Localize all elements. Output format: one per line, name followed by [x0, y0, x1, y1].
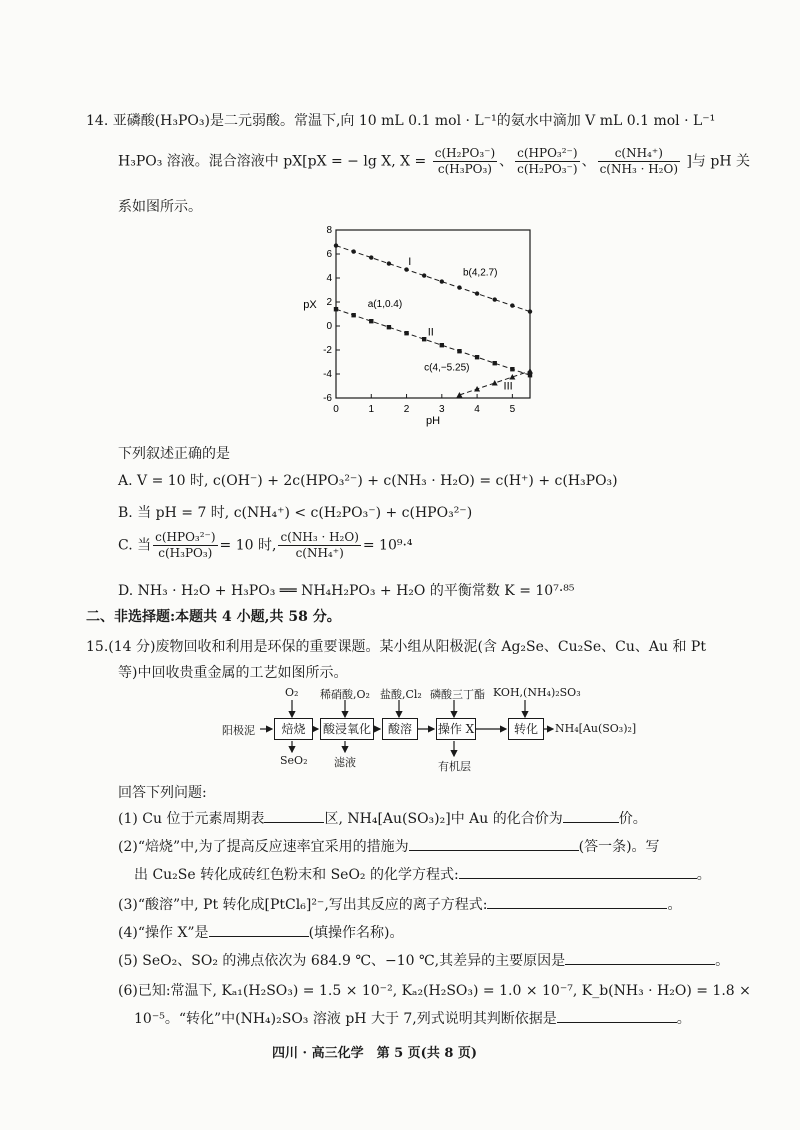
flow-input-1: O₂	[285, 686, 299, 699]
q15-sub-6-cont: 10⁻⁵。“转化”中(NH₄)₂SO₃ 溶液 pH 大于 7,列式说明其判断依据是 。	[134, 1008, 691, 1028]
x-tick-label: 1	[368, 404, 375, 415]
data-point	[528, 373, 532, 377]
q15-sub-6: (6)已知:常温下, Kₐ₁(H₂SO₃) = 1.5 × 10⁻², Kₐ₂(H₂SO₃) = 1.0 × 10⁻⁷, K_b(NH₃ · H₂O) = 1.8 ×	[118, 983, 751, 999]
data-point	[334, 307, 338, 311]
q14-option-b: B. 当 pH = 7 时, c(NH₄⁺) < c(H₂PO₃⁻) + c(HPO₃²⁻)	[118, 505, 473, 521]
flow-step-convert: 转化	[508, 718, 544, 740]
data-point	[493, 297, 497, 301]
data-point	[475, 355, 479, 359]
series-label-III: III	[503, 380, 513, 393]
q15-sub-5: (5) SeO₂、SO₂ 的沸点依次为 684.9 ℃、−10 ℃,其差异的主要原因是 。	[118, 950, 729, 970]
y-tick-label: 0	[326, 321, 332, 332]
answer-blank-4[interactable]	[209, 922, 309, 937]
answer-blank-1b[interactable]	[563, 808, 619, 823]
x-tick-label: 0	[333, 404, 339, 415]
q15-intro-1: 15.(14 分)废物回收和利用是环保的重要课题。某小组从阳极泥(含 Ag₂Se、Cu₂Se、Cu、Au 和 Pt	[86, 639, 706, 655]
data-point	[527, 368, 533, 374]
q15-sub-3: (3)“酸溶”中, Pt 转化成[PtCl₆]²⁻,写出其反应的离子方程式: 。	[118, 894, 681, 914]
series-line-I	[336, 246, 530, 312]
data-point	[334, 243, 338, 247]
data-point	[404, 267, 408, 271]
y-tick-label: 8	[326, 225, 332, 236]
q15-prompt: 回答下列问题:	[118, 785, 207, 801]
q15-intro-2: 等)中回收贵重金属的工艺如图所示。	[118, 665, 348, 681]
answer-blank-2b[interactable]	[459, 864, 697, 879]
series-label-II: II	[427, 326, 434, 339]
data-point	[440, 279, 444, 283]
data-point	[475, 291, 479, 295]
px-ph-chart	[300, 220, 540, 430]
data-point	[369, 255, 373, 259]
answer-blank-3[interactable]	[487, 894, 667, 909]
option-c-fraction-2: $\frac{\text{c(NH₃ · H₂O)}}{\text{c(NH₄⁺)}}$	[280, 530, 359, 560]
flow-step-acid-dissolve: 酸溶	[382, 718, 418, 740]
x-axis-label: pH	[425, 415, 441, 427]
data-point	[387, 261, 391, 265]
data-point	[510, 303, 514, 307]
y-tick-label: -2	[323, 345, 332, 356]
process-flow-diagram	[210, 686, 637, 776]
fraction-3: $\frac{\text{c(NH₄⁺)}}{\text{c(NH₃ · H₂O)}}$	[599, 146, 678, 176]
flow-product: NH₄[Au(SO₃)₂]	[555, 722, 637, 735]
x-tick-label: 4	[474, 404, 480, 415]
q15-sub-4: (4)“操作 X”是 (填操作名称)。	[118, 922, 404, 942]
q15-sub-1: (1) Cu 位于元素周期表 区, NH₄[Au(SO₃)₂]中 Au 的化合价为 价。	[118, 808, 647, 828]
y-tick-label: -4	[323, 369, 332, 380]
flow-step-roast: 焙烧	[274, 718, 313, 740]
q15-sub-2-cont: 出 Cu₂Se 转化成砖红色粉末和 SeO₂ 的化学方程式: 。	[134, 864, 711, 884]
data-point	[440, 343, 444, 347]
flow-input-4: 磷酸三丁酯	[430, 688, 485, 701]
flow-step-operation-x: 操作 X	[436, 718, 476, 740]
flow-input-5: KOH,(NH₄)₂SO₃	[493, 686, 581, 699]
q14-line3: 系如图所示。	[118, 199, 202, 215]
data-point	[457, 285, 461, 289]
q14-option-c: C. 当 $\frac{\text{c(HPO₃²⁻)}}{\text{c(H₃PO₃)}}$ = 10 时, $\frac{\text{c(NH₃ · H₂O)}}{\text{c(NH₄⁺)}}$ = 10⁹·⁴	[118, 530, 413, 560]
q14-option-d: D. NH₃ · H₂O + H₃PO₃ ══ NH₄H₂PO₃ + H₂O 的平衡常数 K = 10⁷·⁸⁵	[118, 583, 575, 599]
x-tick-label: 2	[403, 404, 410, 415]
flow-output-filtrate: 滤液	[334, 756, 356, 769]
answer-blank-1a[interactable]	[264, 808, 324, 823]
data-point	[422, 273, 426, 277]
q14-option-a: A. V = 10 时, c(OH⁻) + 2c(HPO₃²⁻) + c(NH₃ · H₂O) = c(H⁺) + c(H₃PO₃)	[118, 473, 618, 489]
y-tick-label: 2	[326, 297, 332, 308]
data-point	[369, 319, 373, 323]
y-tick-label: 4	[326, 273, 332, 284]
data-point	[492, 380, 498, 386]
data-point	[493, 361, 497, 365]
series-label-I: I	[408, 255, 412, 268]
data-point	[422, 337, 426, 341]
page-footer: 四川 · 高三化学 第 5 页(共 8 页)	[272, 1046, 478, 1061]
fraction-2: $\frac{\text{c(HPO₃²⁻)}}{\text{c(H₂PO₃⁻)}}$	[517, 146, 578, 176]
flow-input-3: 盐酸,Cl₂	[380, 688, 422, 701]
answer-blank-6[interactable]	[557, 1008, 677, 1023]
fraction-1: $\frac{\text{c(H₂PO₃⁻)}}{\text{c(H₃PO₃)}}$	[434, 146, 496, 176]
flow-output-seo2: SeO₂	[280, 754, 308, 767]
y-tick-label: -6	[323, 393, 332, 404]
data-point	[457, 349, 461, 353]
q14-prompt: 下列叙述正确的是	[118, 446, 230, 462]
data-point	[528, 309, 532, 313]
q14-line2-b: ]与 pH 关	[686, 153, 750, 170]
flow-output-organic-layer: 有机层	[438, 760, 471, 773]
q15-sub-2: (2)“焙烧”中,为了提高反应速率宜采用的措施为 (答一条)。写	[118, 836, 660, 856]
answer-blank-2a[interactable]	[409, 836, 579, 851]
option-c-fraction-1: $\frac{\text{c(HPO₃²⁻)}}{\text{c(H₃PO₃)}}$	[155, 530, 216, 560]
annotation-a: a(1,0.4)	[367, 298, 403, 310]
y-axis-label: pX	[303, 299, 317, 311]
q14-line1: 14. 亚磷酸(H₃PO₃)是二元弱酸。常温下,向 10 mL 0.1 mol · L⁻¹的氨水中滴加 V mL 0.1 mol · L⁻¹	[86, 113, 716, 129]
data-point	[387, 325, 391, 329]
q14-line2-a: H₃PO₃ 溶液。混合溶液中 pX[pX = − lg X, X =	[118, 153, 427, 170]
section-2-heading: 二、非选择题:本题共 4 小题,共 58 分。	[86, 609, 341, 625]
answer-blank-5[interactable]	[565, 950, 715, 965]
flow-start: 阳极泥	[222, 724, 255, 737]
flow-input-2: 稀硝酸,O₂	[320, 688, 370, 701]
data-point	[510, 367, 514, 371]
annotation-c: c(4,−5.25)	[424, 362, 470, 374]
data-point	[351, 249, 355, 253]
x-tick-label: 5	[509, 404, 516, 415]
data-point	[351, 313, 355, 317]
flow-step-acid-leach: 酸浸氧化	[320, 718, 374, 740]
data-point	[404, 331, 408, 335]
y-tick-label: 6	[326, 249, 332, 260]
annotation-b: b(4,2.7)	[462, 267, 498, 279]
q14-line2: H₃PO₃ 溶液。混合溶液中 pX[pX = − lg X, X = $\frac{\text{c(H₂PO₃⁻)}}{\text{c(H₃PO₃)}}$ 、 $\frac{\text{c(HPO₃²⁻)}}{\text{c(H₂PO₃⁻)}}$ 、 $\frac{\text{c(NH₄⁺)}}{\text{c(NH₃ · H₂O)}}$ ]与 pH 关	[118, 146, 750, 176]
x-tick-label: 3	[439, 404, 445, 415]
